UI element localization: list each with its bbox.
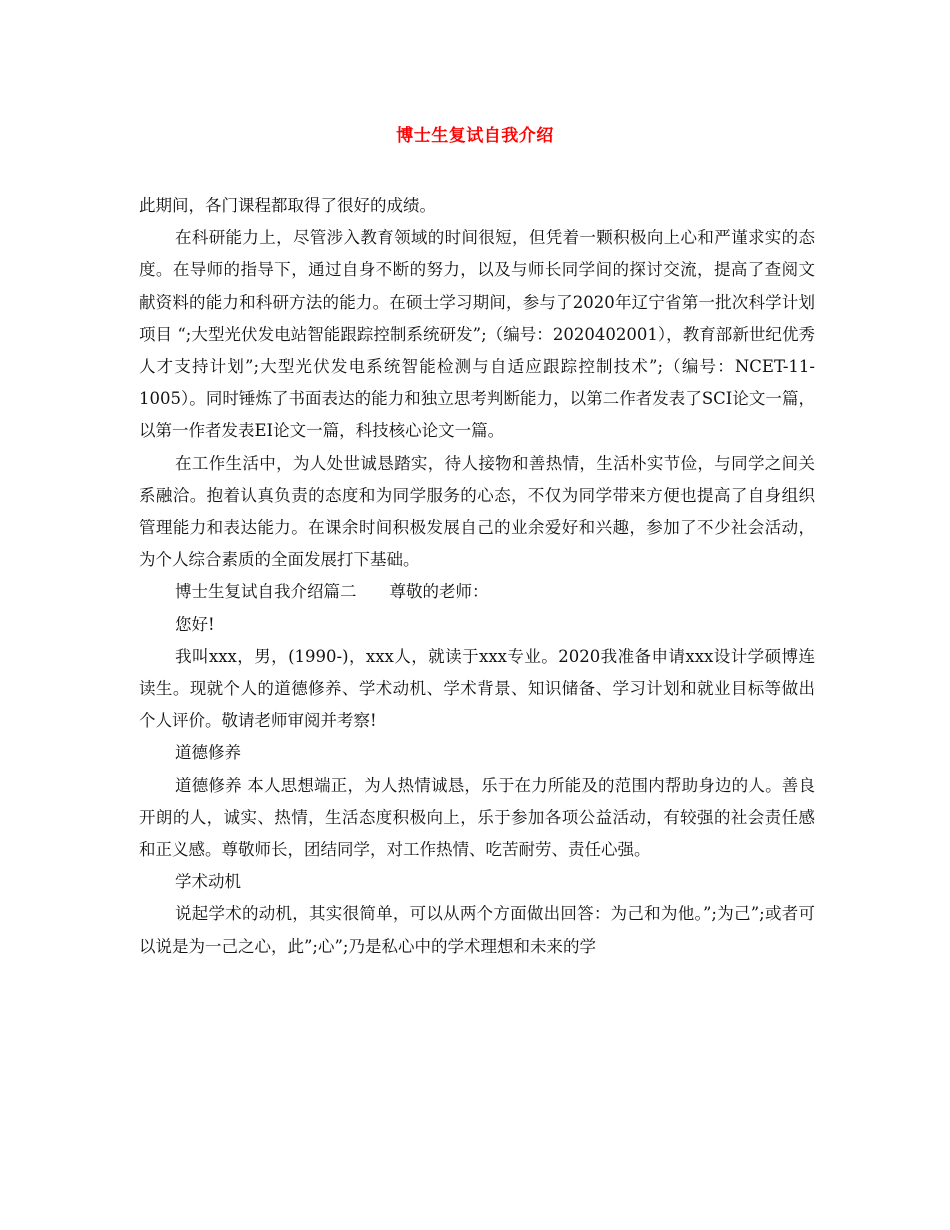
paragraph: 在工作生活中，为人处世诚恳踏实，待人接物和善热情，生活朴实节俭，与同学之间关系融洽。抱着认真负责的态度和为同学服务的心态，不仅为同学带来方便也提高了自身组织管理能力和表达能力。在课余时间积极发展自己的业余爱好和兴趣，参加了不少社会活动，为个人综合素质的全面发展打下基础。 <box>139 453 815 570</box>
paragraph: 道德修养 <box>175 743 241 763</box>
paragraph: 博士生复试自我介绍篇二 尊敬的老师： <box>175 582 489 602</box>
paragraph: 道德修养 本人思想端正，为人热情诚恳，乐于在力所能及的范围内帮助身边的人。善良开朗的人，诚实、热情，生活态度积极向上，乐于参加各项公益活动，有较强的社会责任感和正义感。尊敬师长，团结同学，对工作热情、吃苦耐劳、责任心强。 <box>139 775 815 860</box>
document-title: 博士生复试自我介绍 <box>396 126 554 146</box>
paragraph: 学术动机 <box>175 872 241 892</box>
paragraph: 此期间，各门课程都取得了很好的成绩。 <box>139 196 436 215</box>
paragraph: 我叫xxx，男，(1990-)，xxx人，就读于xxx专业。2020我准备申请xxx设计学硕博连读生。现就个人的道德修养、学术动机、学术背景、知识储备、学习计划和就业目标等做出个人评价。敬请老师审阅并考察! <box>139 646 815 731</box>
document-body <box>139 190 815 963</box>
paragraph: 说起学术的动机，其实很简单，可以从两个方面做出回答：为己和为他。”;为己”;或者可以说是为一己之心，此”;心”;乃是私心中的学术理想和未来的学 <box>139 904 815 956</box>
paragraph: 在科研能力上，尽管涉入教育领域的时间很短，但凭着一颗积极向上心和严谨求实的态度。在导师的指导下，通过自身不断的努力，以及与师长同学间的探讨交流，提高了查阅文献资料的能力和科研方法的能力。在硕士学习期间，参与了2020年辽宁省第一批次科学计划项目 “;大型光伏发电站智能跟踪控制系统研发”;（编号：2020402001），教育部新世纪优秀人才支持计划”;大型光伏发电系统智能检测与自适应跟踪控制技术”;（编号：NCET-11-1005）。同时锤炼了书面表达的能力和独立思考判断能力，以第二作者发表了SCI论文一篇，以第一作者发表EI论文一篇，科技核心论文一篇。 <box>139 228 815 441</box>
paragraph: 您好! <box>175 614 215 634</box>
